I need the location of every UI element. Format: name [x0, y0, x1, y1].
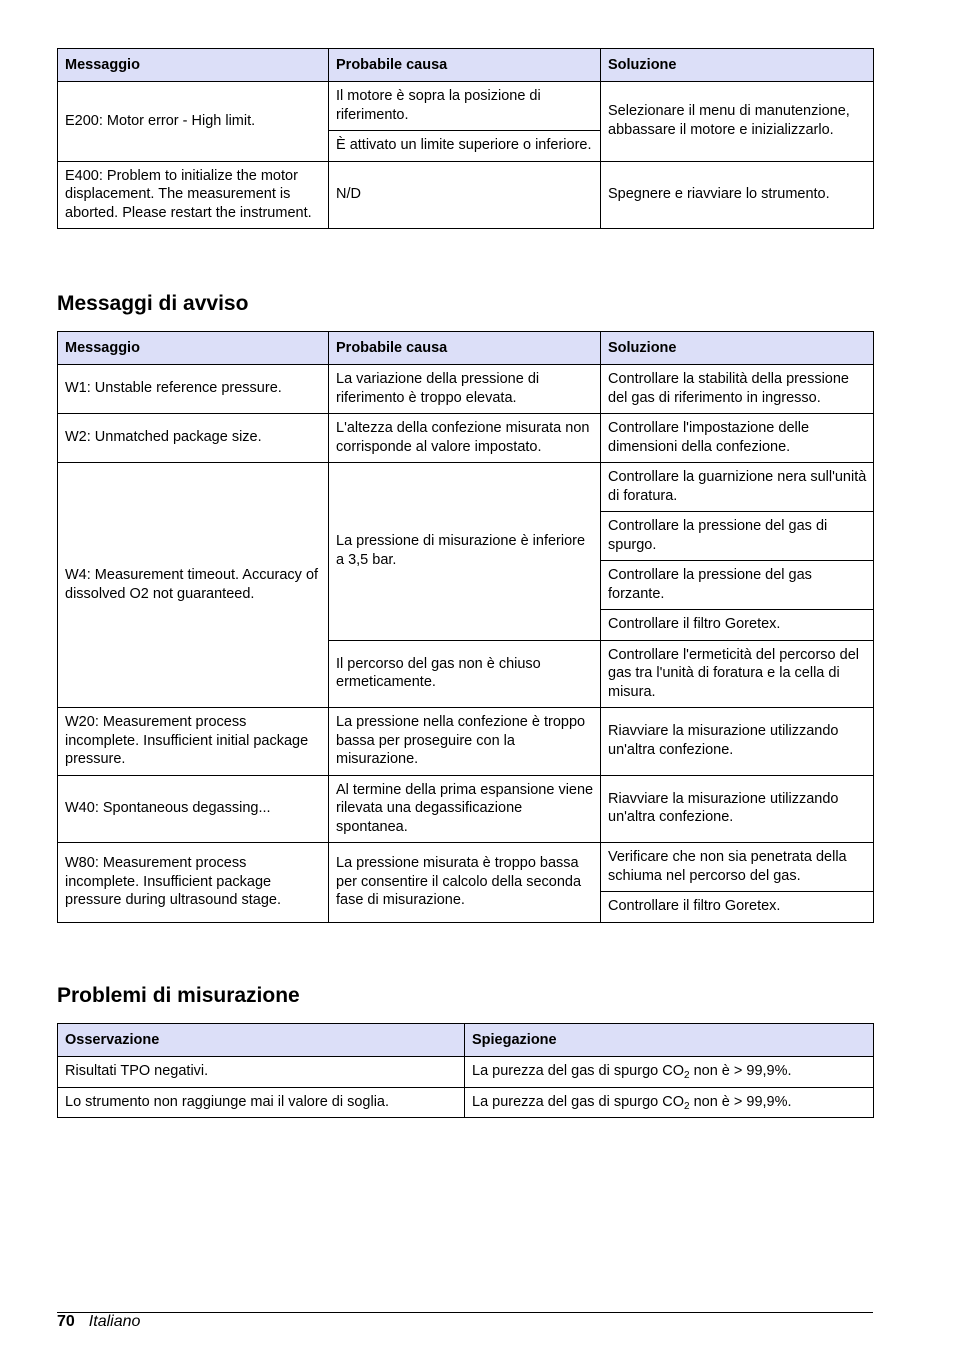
- subscript: 2: [684, 1070, 690, 1081]
- solution-cell: Controllare la stabilità della pressione del gas di riferimento in ingresso.: [601, 365, 874, 414]
- column-header: Messaggio: [58, 49, 329, 82]
- table-row: [58, 414, 874, 463]
- column-header: Soluzione: [601, 332, 874, 365]
- table-row: [58, 843, 874, 892]
- solution-cell: Spegnere e riavviare lo strumento.: [601, 161, 874, 229]
- table-header-row: [58, 49, 874, 82]
- solution-cell: Controllare la pressione del gas di spurgo.: [601, 512, 874, 561]
- message-cell: E200: Motor error - High limit.: [58, 82, 329, 162]
- column-header: Messaggio: [58, 332, 329, 365]
- solution-cell: Riavviare la misurazione utilizzando un'altra confezione.: [601, 775, 874, 843]
- page-footer: [57, 1313, 140, 1331]
- explanation-text: La purezza del gas di spurgo CO: [472, 1093, 684, 1110]
- explanation-cell: [465, 1087, 874, 1118]
- solution-cell: Controllare la guarnizione nera sull'unità di foratura.: [601, 463, 874, 512]
- message-cell: W2: Unmatched package size.: [58, 414, 329, 463]
- cause-cell: La variazione della pressione di riferimento è troppo elevata.: [329, 365, 601, 414]
- solution-cell: Riavviare la misurazione utilizzando un'altra confezione.: [601, 708, 874, 776]
- message-cell: W80: Measurement process incomplete. Insufficient package pressure during ultrasound stage.: [58, 843, 329, 923]
- subscript: 2: [684, 1100, 690, 1112]
- observation-cell: Risultati TPO negativi.: [58, 1057, 465, 1088]
- observation-cell: Lo strumento non raggiunge mai il valore di soglia.: [58, 1087, 465, 1118]
- table-row: [58, 775, 874, 843]
- explanation-cell: [465, 1057, 874, 1088]
- solution-cell: Controllare la pressione del gas forzante.: [601, 561, 874, 610]
- page-number: 70: [57, 1313, 75, 1330]
- column-header: Spiegazione: [465, 1024, 874, 1057]
- table-row: [58, 1087, 874, 1118]
- table-row: [58, 708, 874, 776]
- cause-cell: N/D: [329, 161, 601, 229]
- cause-cell: La pressione di misurazione è inferiore a 3,5 bar.: [329, 463, 601, 641]
- cause-cell: Il motore è sopra la posizione di riferimento.: [329, 82, 601, 131]
- solution-cell: Controllare l'ermeticità del percorso del gas tra l'unità di foratura e la cella di misura.: [601, 640, 874, 708]
- explanation-text: La purezza del gas di spurgo CO: [472, 1063, 684, 1079]
- measurement-problems-table: [57, 1023, 874, 1118]
- section-title-warnings: Messaggi di avviso: [57, 292, 249, 315]
- table-row: [58, 463, 874, 512]
- table-row: [58, 1057, 874, 1088]
- solution-cell: Controllare il filtro Goretex.: [601, 610, 874, 641]
- table-header-row: [58, 332, 874, 365]
- cause-cell: Il percorso del gas non è chiuso ermeticamente.: [329, 640, 601, 708]
- message-cell: W40: Spontaneous degassing...: [58, 775, 329, 843]
- error-table: [57, 48, 874, 229]
- footer-divider: [57, 1312, 873, 1313]
- solution-cell: Controllare l'impostazione delle dimensioni della confezione.: [601, 414, 874, 463]
- message-cell: E400: Problem to initialize the motor displacement. The measurement is aborted. Please restart the instrument.: [58, 161, 329, 229]
- explanation-text: non è > 99,9%.: [689, 1063, 792, 1079]
- footer-language: Italiano: [88, 1313, 141, 1330]
- column-header: Probabile causa: [329, 49, 601, 82]
- section-title-measurement-problems: Problemi di misurazione: [57, 984, 300, 1007]
- cause-cell: La pressione nella confezione è troppo bassa per proseguire con la misurazione.: [329, 708, 601, 776]
- column-header: Soluzione: [601, 49, 874, 82]
- warning-table: [57, 331, 874, 923]
- message-cell: W20: Measurement process incomplete. Insufficient initial package pressure.: [58, 708, 329, 776]
- table-row: [58, 365, 874, 414]
- message-cell: W1: Unstable reference pressure.: [58, 365, 329, 414]
- solution-cell: Selezionare il menu di manutenzione, abbassare il motore e inizializzarlo.: [601, 82, 874, 162]
- table-row: [58, 161, 874, 229]
- column-header: Osservazione: [58, 1024, 465, 1057]
- table-header-row: [58, 1024, 874, 1057]
- solution-cell: Verificare che non sia penetrata della schiuma nel percorso del gas.: [601, 843, 874, 892]
- message-cell: W4: Measurement timeout. Accuracy of dissolved O2 not guaranteed.: [58, 463, 329, 708]
- cause-cell: Al termine della prima espansione viene rilevata una degassificazione spontanea.: [329, 775, 601, 843]
- cause-cell: È attivato un limite superiore o inferiore.: [329, 131, 601, 162]
- column-header: Probabile causa: [329, 332, 601, 365]
- table-row: [58, 82, 874, 131]
- cause-cell: La pressione misurata è troppo bassa per consentire il calcolo della seconda fase di misurazione.: [329, 843, 601, 923]
- explanation-text: non è > 99,9%.: [689, 1093, 792, 1110]
- cause-cell: L'altezza della confezione misurata non corrisponde al valore impostato.: [329, 414, 601, 463]
- solution-cell: Controllare il filtro Goretex.: [601, 892, 874, 923]
